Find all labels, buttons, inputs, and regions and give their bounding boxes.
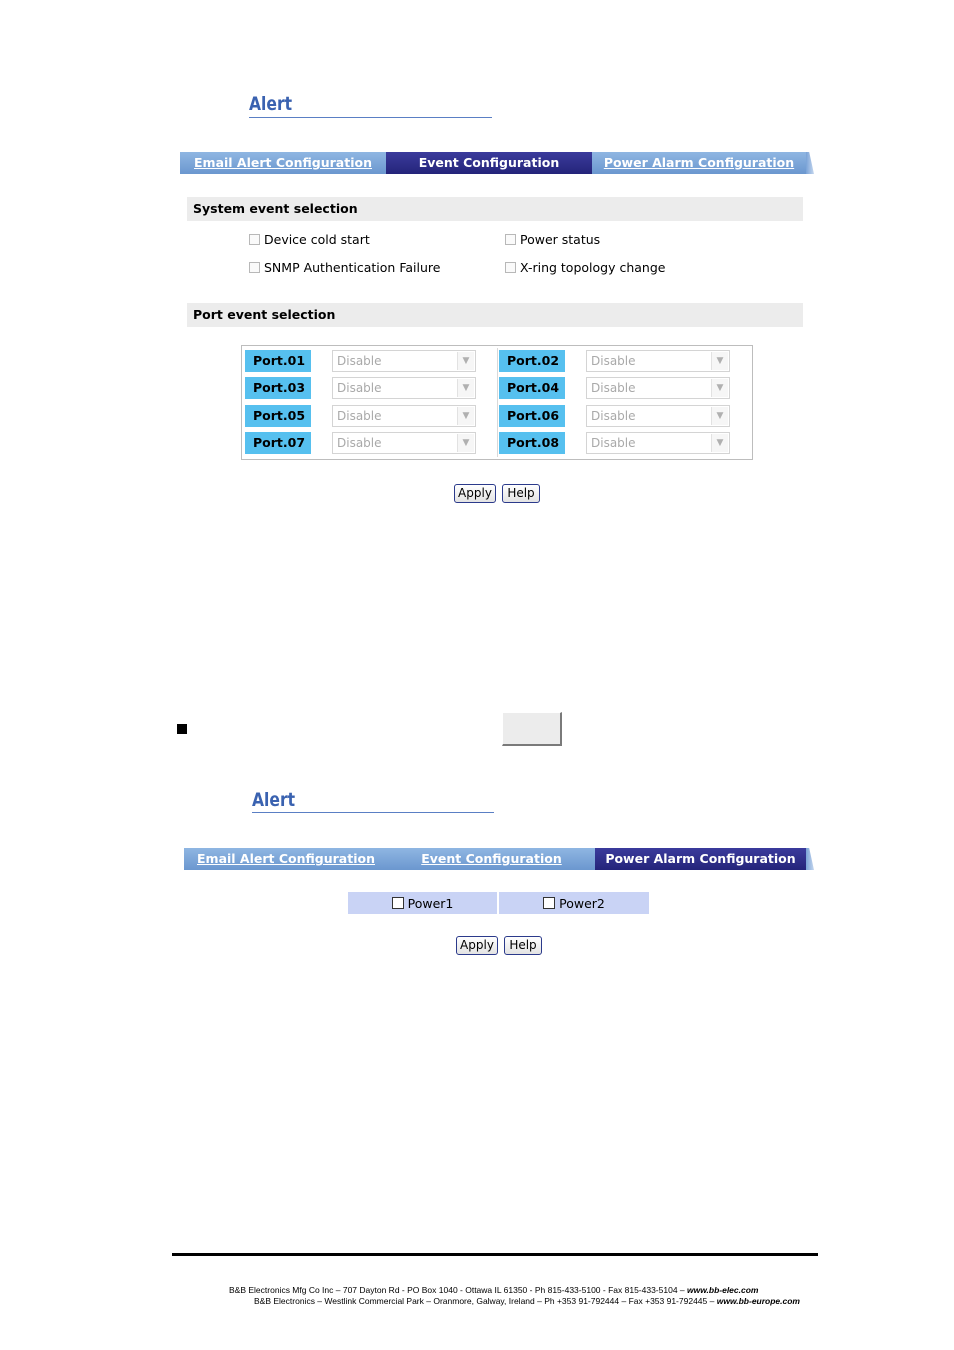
event-power-status[interactable] [505, 232, 600, 247]
checkbox[interactable] [505, 262, 516, 273]
power1-option[interactable] [348, 892, 497, 914]
tab-power-alarm-configuration[interactable]: Power Alarm Configuration [595, 848, 806, 870]
tab-bar [180, 152, 814, 174]
port-event-table [241, 345, 753, 460]
port-label: Port.07 [245, 432, 311, 454]
footer-link-us[interactable]: www.bb-elec.com [687, 1285, 759, 1295]
chevron-down-icon: ▼ [457, 352, 474, 370]
event-snmp-authentication-failure[interactable] [249, 260, 440, 275]
bullet-marker [177, 724, 187, 734]
checkbox-label: SNMP Authentication Failure [264, 260, 441, 275]
checkbox[interactable] [543, 897, 555, 909]
select-value: Disable [591, 409, 636, 423]
select-value: Disable [591, 354, 636, 368]
port-label: Port.08 [499, 432, 565, 454]
tab-email-alert-configuration[interactable]: Email Alert Configuration [180, 152, 386, 174]
select-value: Disable [337, 381, 382, 395]
select-value: Disable [337, 354, 382, 368]
apply-button[interactable]: Apply [456, 936, 498, 955]
select-value: Disable [591, 381, 636, 395]
tab-bar-edge [806, 152, 814, 174]
checkbox-label: Device cold start [264, 232, 370, 247]
checkbox-label: Power1 [407, 895, 454, 911]
port-label: Port.02 [499, 350, 565, 372]
footer-line-2 [254, 1296, 800, 1306]
checkbox[interactable] [505, 234, 516, 245]
port-06-select[interactable] [586, 405, 730, 427]
port-label: Port.03 [245, 377, 311, 399]
select-value: Disable [337, 436, 382, 450]
tab-power-alarm-configuration[interactable]: Power Alarm Configuration [592, 152, 806, 174]
blank-button[interactable] [502, 712, 562, 746]
checkbox-label: Power2 [559, 895, 605, 911]
alert-title: Alert [249, 93, 293, 115]
power2-option[interactable] [499, 892, 649, 914]
footer-line-1 [229, 1285, 758, 1295]
port-event-section-header: Port event selection [187, 303, 803, 327]
alert-title: Alert [252, 789, 296, 811]
chevron-down-icon: ▼ [711, 352, 728, 370]
checkbox[interactable] [249, 262, 260, 273]
footer-address-us: B&B Electronics Mfg Co Inc – 707 Dayton Rd - PO Box 1040 - Ottawa IL 61350 - Ph 815-433-5100 - Fax 815-433-5104 – [229, 1285, 687, 1295]
port-03-select[interactable] [332, 377, 476, 399]
chevron-down-icon: ▼ [711, 407, 728, 425]
event-x-ring-topology-change[interactable] [505, 260, 665, 275]
port-02-select[interactable] [586, 350, 730, 372]
checkbox[interactable] [392, 897, 404, 909]
footer-address-eu: B&B Electronics – Westlink Commercial Park – Oranmore, Galway, Ireland – Ph +353 91-792444 – Fax +353 91-792445 – [254, 1296, 717, 1306]
port-label: Port.05 [245, 405, 311, 427]
chevron-down-icon: ▼ [457, 379, 474, 397]
tab-event-configuration[interactable]: Event Configuration [386, 152, 592, 174]
checkbox[interactable] [249, 234, 260, 245]
port-label: Port.04 [499, 377, 565, 399]
chevron-down-icon: ▼ [711, 434, 728, 452]
tab-bar [184, 848, 814, 870]
footer-link-eu[interactable]: www.bb-europe.com [716, 1296, 800, 1306]
tab-bar-edge [806, 848, 814, 870]
checkbox-label: X-ring topology change [520, 260, 666, 275]
chevron-down-icon: ▼ [457, 434, 474, 452]
system-event-section-header: System event selection [187, 197, 803, 221]
tab-event-configuration[interactable]: Event Configuration [388, 848, 595, 870]
port-07-select[interactable] [332, 432, 476, 454]
port-08-select[interactable] [586, 432, 730, 454]
port-01-select[interactable] [332, 350, 476, 372]
port-05-select[interactable] [332, 405, 476, 427]
tab-email-alert-configuration[interactable]: Email Alert Configuration [184, 848, 388, 870]
apply-button[interactable]: Apply [454, 484, 496, 503]
checkbox-label: Power status [520, 232, 601, 247]
event-device-cold-start[interactable] [249, 232, 370, 247]
footer-rule [172, 1253, 818, 1256]
column-divider [497, 348, 498, 457]
title-underline [249, 117, 492, 118]
port-label: Port.06 [499, 405, 565, 427]
port-label: Port.01 [245, 350, 311, 372]
chevron-down-icon: ▼ [457, 407, 474, 425]
help-button[interactable]: Help [504, 936, 542, 955]
select-value: Disable [591, 436, 636, 450]
port-04-select[interactable] [586, 377, 730, 399]
chevron-down-icon: ▼ [711, 379, 728, 397]
title-underline [252, 812, 494, 813]
select-value: Disable [337, 409, 382, 423]
help-button[interactable]: Help [502, 484, 540, 503]
